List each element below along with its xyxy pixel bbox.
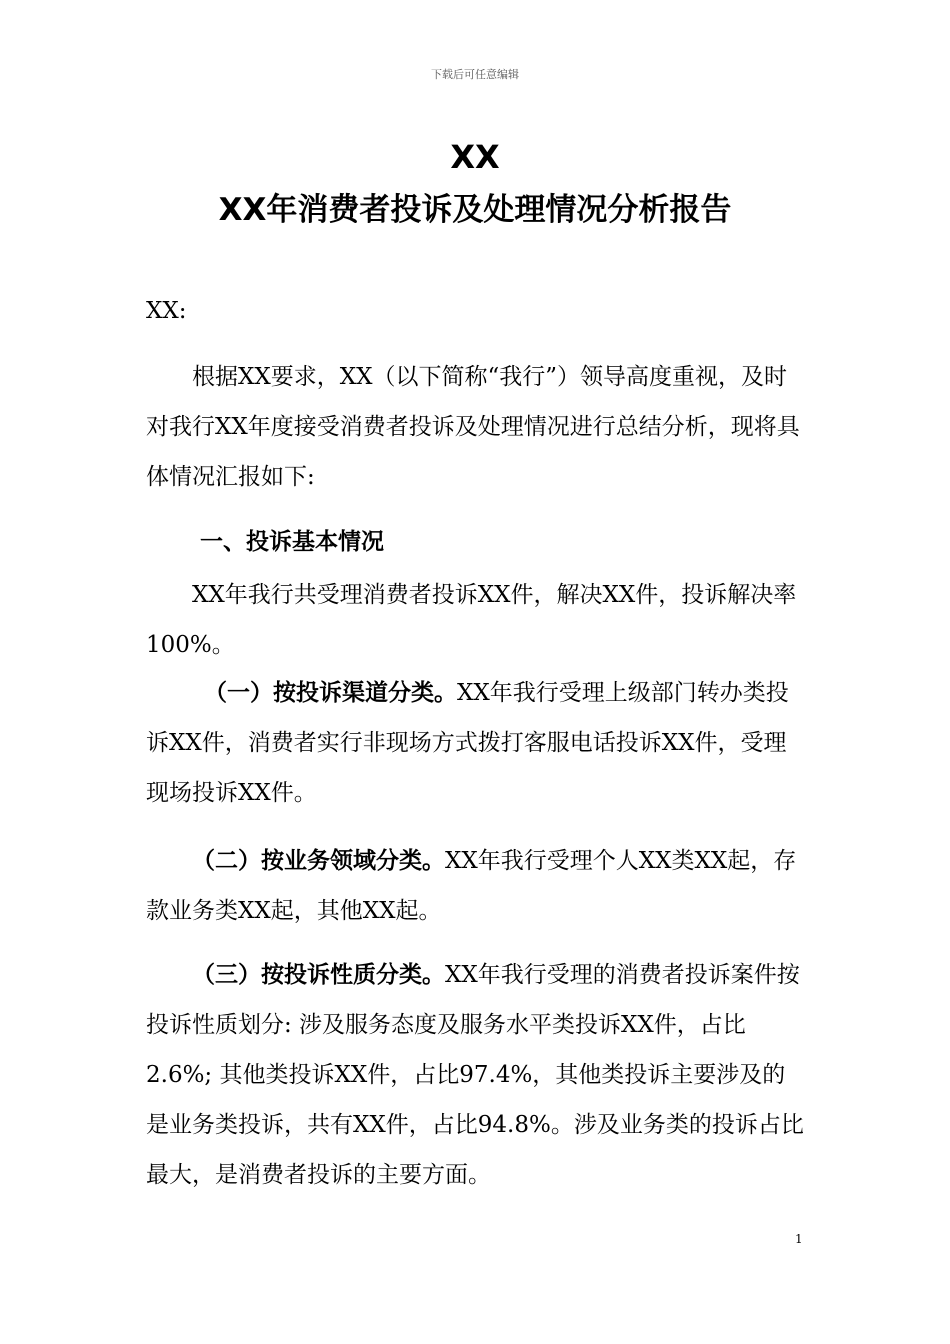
intro-paragraph: 根据XX要求，XX（以下简称“我行”）领导高度重视，及时对我行XX年度接受消费者投诉及处理情况进行总结分析，现将具体情况汇报如下:: [146, 364, 800, 490]
document-title-line-2: XX年消费者投诉及处理情况分析报告: [218, 192, 732, 228]
paragraph-lead-by-nature: （三）按投诉性质分类。: [192, 962, 445, 988]
paragraph-lead-by-business: （二）按业务领域分类。: [192, 848, 445, 874]
section-intro-paragraph: XX年我行共受理消费者投诉XX件，解决XX件，投诉解决率100%。: [146, 582, 797, 658]
salutation: XX:: [146, 298, 187, 324]
paragraph-by-nature: [146, 950, 806, 1200]
header-note: 下载后可任意编辑: [431, 68, 519, 81]
section-heading-complaints: 一、投诉基本情况: [200, 529, 384, 555]
paragraph-by-business: [146, 836, 806, 936]
paragraph-lead-by-channel: （一）按投诉渠道分类。: [204, 680, 457, 706]
paragraph-text-by-business: XX年我行受理个人XX类XX起，存款业务类XX起，其他XX起。: [146, 848, 797, 924]
document-title-line-1: XX: [450, 138, 500, 176]
paragraph-by-channel: [146, 668, 806, 818]
paragraph-text-by-channel: XX年我行受理上级部门转办类投诉XX件，消费者实行非现场方式拨打客服电话投诉XX件，受理现场投诉XX件。: [146, 680, 789, 806]
paragraph-text-by-nature: XX年我行受理的消费者投诉案件按投诉性质划分: 涉及服务态度及服务水平类投诉XX件，占比2.6%; 其他类投诉XX件，占比97.4%，其他类投诉主要涉及的是业务类投诉，共有XX件，占比94.8%。涉及业务类的投诉占比最大，是消费者投诉的主要方面。: [146, 962, 804, 1188]
page-number: 1: [795, 1232, 803, 1246]
